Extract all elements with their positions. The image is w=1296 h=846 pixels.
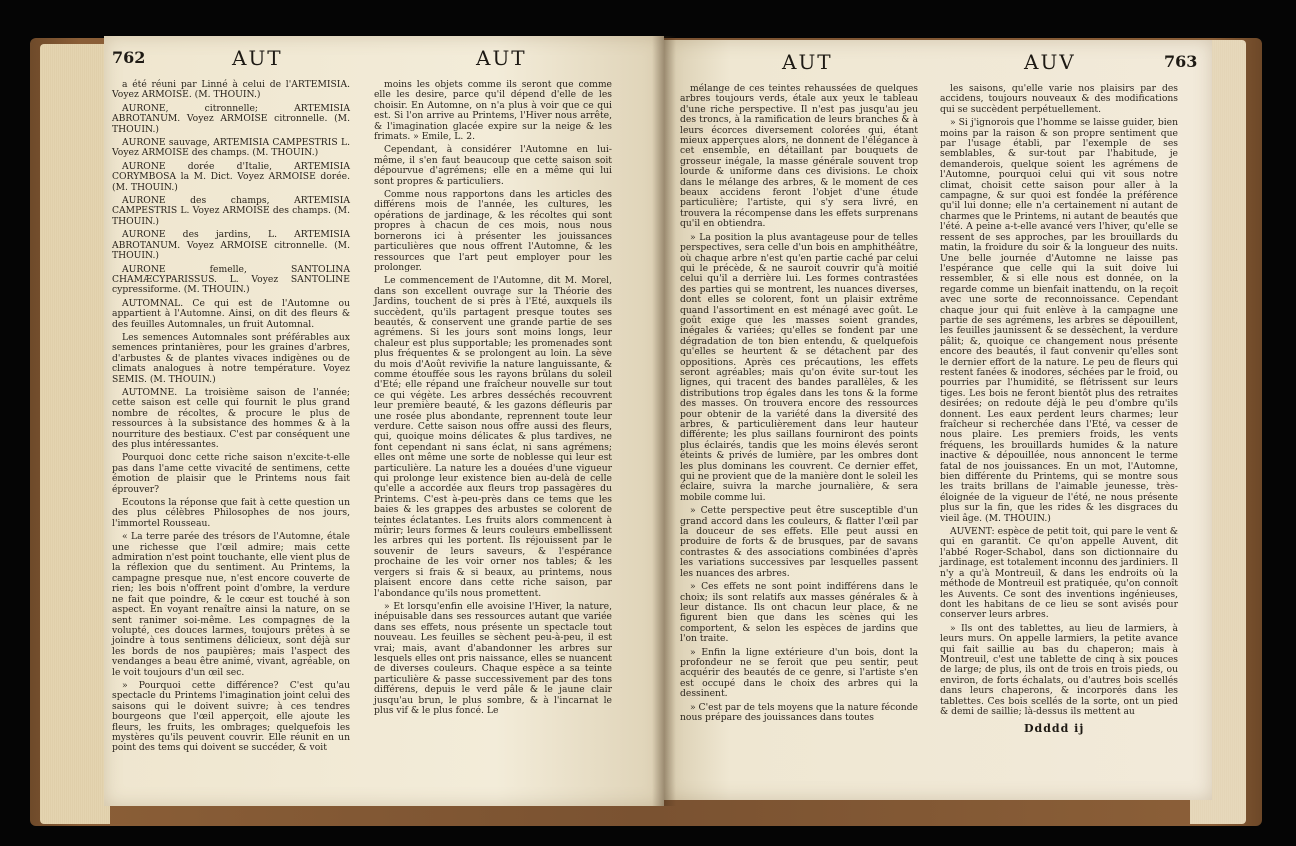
page-edges-left [40, 44, 110, 824]
paragraph: mélange de ces teintes rehaussées de quelques arbres toujours verds, étale aux yeux le tableau d'une riche perspective. Il n'est pas jusqu'au jeu des troncs, à la ramification de leurs branches & à leurs écorces diversement colorées qui, étant mieux apperçues alors, ne donnent de l'élégance à cet ensemble, en détaillant par bouquets de grosseur inégale, la masse générale souvent trop lourde & uniforme dans ces divisions. Le choix dans le mélange des arbres, & le moment de ces beaux accidens feront l'objet d'une étude particulière; l'artiste, qui s'y sera livré, en trouvera la récompense dans les effets surprenans qu'il en obtiendra. [680, 83, 918, 230]
paragraph: Pourquoi donc cette riche saison n'excite-t-elle pas dans l'ame cette vivacité de sentimens, cette émotion de plaisir que le Printems nous fait éprouver? [112, 452, 350, 495]
paragraph: AURONE femelle, SANTOLINA CHAMÆCYPARISSUS. L. Voyez SANTOLINE cypressiforme. (M. THOUIN.) [112, 263, 350, 296]
right-page [664, 40, 1212, 800]
paragraph: a été réuni par Linné à celui de l'ARTEMISIA. Voyez ARMOISE. (M. THOUIN.) [112, 79, 350, 101]
paragraph: » Ils ont des tablettes, au lieu de larmiers, à leurs murs. On appelle larmiers, la petite avance qui fait saillie au bas du chaperon; mais à Montreuil, c'est une tablette de cinq à six pouces de large; de plus, ils ont de trois en trois pieds, ou environ, de forts échalats, ou d'autres bois scellés dans leurs chaperons, & incorporés dans les tablettes. Ces bois scellés de la sorte, ont un pied & demi de saillie; là-dessus ils mettent au [940, 622, 1178, 717]
paragraph: AURONE des champs, ARTEMISIA CAMPESTRIS L. Voyez ARMOISE des champs. (M. THOUIN.) [112, 195, 350, 227]
left-header-left: AUT [232, 46, 283, 70]
paragraph: » Cette perspective peut être susceptible d'un grand accord dans les couleurs, & flatter l'œil par la douceur de ses effets. Elle peut aussi en produire de forts & de brusques, par de savans contrastes & des associations combinées d'après les variations successives par lesquelles passent les nuances des arbres. [680, 505, 918, 579]
paragraph: Cependant, à considérer l'Automne en lui-même, il s'en faut beaucoup que cette saison soit dépourvue d'agrémens; elle en a même qui lui sont propres & particuliers. [374, 144, 612, 187]
right-header-right: AUV [1024, 50, 1076, 74]
paragraph: moins les objets comme ils seront que comme elle les desire, parce qu'il dépend d'elle de les choisir. En Automne, on n'a plus à voir que ce qui est. Si l'on arrive au Printems, l'Hiver nous arrête, & l'imagination glacée expire sur la neige & les frimats. » Emile, L. 2. [374, 79, 612, 143]
paragraph: » C'est par de tels moyens que la nature féconde nous prépare des jouissances dans toutes [680, 701, 918, 723]
right-page-number: 763 [1164, 52, 1198, 71]
paragraph: « La terre parée des trésors de l'Automne, étale une richesse que l'œil admire; mais cette admiration n'est point touchante, elle vient plus de la réflexion que du sentiment. Au Printems, la campagne presque nue, n'est encore couverte de rien; les bois n'offrent point d'ombre, la verdure ne fait que poindre, & le cœur est touché à son aspect. En voyant renaître ainsi la nature, on se sent ranimer soi-même. Les compagnes de la volupté, ces douces larmes, toujours prêtes à se joindre à tous sentimens délicieux, sont déjà sur les bords de nos paupières; mais l'aspect des vendanges a beau être animé, vivant, agréable, on le voit toujours d'un œil sec. [112, 531, 350, 678]
paragraph: AURONE des jardins, L. ARTEMISIA ABROTANUM. Voyez ARMOISE citronnelle. (M. THOUIN.) [112, 229, 350, 262]
paragraph: Les semences Automnales sont préférables aux semences printanières, pour les graines d'arbres, d'arbustes & de plantes vivaces indigènes ou de climats analogues à notre température. Voyez SEMIS. (M. THOUIN.) [112, 331, 350, 385]
right-column-1 [680, 84, 918, 726]
left-page-number: 762 [112, 48, 146, 67]
gutter-shadow [652, 36, 676, 806]
paragraph: » Enfin la ligne extérieure d'un bois, dont la profondeur ne se feroit que peu sentir, peut acquérir des beautés de ce genre, si l'artiste s'en est occupé dans le choix des arbres qui la dessinent. [680, 646, 918, 700]
paragraph: AUTOMNE. La troisième saison de l'année; cette saison est celle qui fournit le plus grand nombre de récoltes, & procure le plus de ressources à la subsistance des hommes & à la nourriture des bestiaux. C'est par conséquent une des plus intéressantes. [112, 386, 350, 450]
paragraph: » La position la plus avantageuse pour de telles perspectives, sera celle d'un bois en amphithéâtre, où chaque arbre n'est qu'en partie caché par celui qui le précède, & ne sauroit couvrir qu'à moitié celui qu'il a derrière lui. Les formes contrastées des parties qui se montrent, les nuances diverses, dont elles se colorent, font un plaisir extrême quand l'assortiment en est ménagé avec goût. Le goût exige que les masses soient grandes, inégales & variées; qu'elles se fondent par une dégradation de ton bien entendu, & quelquefois qu'elles se heurtent & se détachent par des oppositions. Après ces précautions, les effets seront agréables; mais qu'on évite sur-tout les lignes, qui tracent des bandes parallèles, & les distributions trop égales dans les tons & la forme des masses. On trouvera encore des ressources pour obtenir de la variété dans la diversité des arbres, & particulièrement dans leur hauteur différente; les plus saillans fourniront des points plus éclairés, tandis que les moins élevés seront éteints & privés de lumière, par les ombres dont les plus dominans les couvrent. Ce dernier effet, qui ne provient que de la manière dont le soleil les éclaire, suivra la marche journalière, & sera mobile comme lui. [680, 231, 918, 503]
paragraph: » Si j'ignorois que l'homme se laisse guider, bien moins par la raison & son propre sentiment que par l'usage établi, par l'exemple de ses semblables, & sur-tout par l'habitude, je demanderois, quelque soient les agrémens de l'Automne, pourquoi celui qui vit sous notre climat, choisit cette saison pour aller à la campagne, & sur quoi est fondée la préférence qu'il lui donne; elle n'a certainement ni autant de charmes que le Printems, ni autant de beautés que l'été. A peine a-t-elle avancé vers l'hiver, qu'elle se ressent de ses approches, par les brouillards du matin, la froidure du soir & la longueur des nuits. Une belle journée d'Automne ne laisse pas l'espérance que celle qui la suit doive lui ressembler, & si elle nous est donnée, on la regarde comme un bienfait inattendu, on la reçoit avec une sorte de reconnoissance. Cependant chaque jour qui fuit enlève à la campagne une partie de ses agrémens, les arbres se dépouillent, les feuilles jaunissent & se dessèchent, la verdure pâlit; &, quoique ce changement nous présente encore des beautés, il faut convenir qu'elles sont le dernier effort de la nature. Le peu de fleurs qui restent fanées & inodores, séchées par le froid, ou pourries par l'humidité, se flétrissent sur leurs tiges. Les bois ne feront bientôt plus des retraites desirées; on redoute déjà le peu d'ombre qu'ils donnent. Les eaux perdent leurs charmes; leur fraîcheur si recherchée dans l'Eté, va cesser de nous plaire. Les premiers froids, les vents fréquens, les brouillards humides & la nature inactive & dépouillée, nous annoncent le terme fatal de nos jouissances. En un mot, l'Automne, bien différente du Printems, qui se montre sous les traits brillans de l'aimable jeunesse, très-éloignée de la vigueur de l'été, ne nous présente plus sur la fin, que les rides & les disgraces du vieil âge. (M. THOUIN.) [940, 117, 1178, 524]
paragraph: Le commencement de l'Automne, dit M. Morel, dans son excellent ouvrage sur la Théorie des Jardins, touchent de si près à l'Eté, auxquels ils succèdent, qu'ils partagent presque toutes ses beautés, & conservent une grande partie de ses agrémens. Si les jours sont moins longs, leur chaleur est plus supportable; les promenades sont plus fréquentes & se prolongent au loin. La sève du mois d'Août revivifie la nature languissante, & comme étouffée sous les rayons brûlans du soleil d'Eté; elle répand une fraîcheur nouvelle sur tout ce qui végète. Les arbres desséchés recouvrent leur première beauté, & les gazons défleuris par une rosée plus abondante, reprennent toute leur verdure. Cette saison nous offre aussi des fleurs, qui, quoique moins délicates & plus tardives, ne font cependant ni sans éclat, ni sans agrémens; elles ont même une sorte de noblesse qui leur est particulière. La nature les a douées d'une vigueur qui prolonge leur existence bien au-delà de celle qu'elle a accordée aux fleurs trop passagères du Printems. C'est à-peu-près dans ce tems que les baies & les grappes des arbustes se colorent de teintes éclatantes. Les fruits alors commencent à mûrir; leurs formes & leurs couleurs embellissent les arbres qui les portent. Ils réjouissent par le souvenir de leurs saveurs, & l'espérance prochaine de les voir orner nos tables; & les vergers si frais & si beaux, au printems, nous plaisent encore dans cette riche saison, par l'abondance qu'ils nous promettent. [374, 275, 612, 599]
left-column-1 [112, 80, 350, 757]
paragraph: AURONE, citronnelle; ARTEMISIA ABROTANUM. Voyez ARMOISE citronnelle. (M. THOUIN.) [112, 102, 350, 135]
paragraph: Comme nous rapportons dans les articles des différens mois de l'année, les cultures, les opérations de jardinage, & les récoltes qui sont propres à chacun de ces mois, nous nous bornerons ici à présenter les jouissances particulières que nous offrent l'Automne, & les ressources que l'art peut employer pour les prolonger. [374, 189, 612, 273]
paragraph: » Pourquoi cette différence? C'est qu'au spectacle du Printems l'imagination joint celui des saisons qui le doivent suivre; à ces tendres bourgeons que l'œil apperçoit, elle ajoute les fleurs, les fruits, les ombrages; quelquefois les mystères qu'ils peuvent couvrir. Elle réunit en un point des tems qui doivent se succéder, & voit [112, 679, 350, 754]
right-column-2 [940, 84, 1178, 720]
paragraph: AURONE dorée d'Italie, ARTEMISIA CORYMBOSA la M. Dict. Voyez ARMOISE dorée. (M. THOUIN.) [112, 160, 350, 193]
paragraph: les saisons, qu'elle varie nos plaisirs par des accidens, toujours nouveaux & des modifications qui se succèdent perpétuellement. [940, 83, 1178, 115]
paragraph: Ecoutons la réponse que fait à cette question un des plus célèbres Philosophes de nos jours, l'immortel Rousseau. [112, 497, 350, 529]
paragraph: AUVENT: espèce de petit toit, qui pare le vent & qui en garantit. Ce qu'on appelle Auvent, dit l'abbé Roger-Schabol, dans son dictionnaire du jardinage, est totalement inconnu des jardiniers. Il n'y a qu'à Montreuil, & dans les endroits où la méthode de Montreuil est pratiquée, qu'on connoît les Auvents. Ce sont des inventions ingénieuses, dont les habitans de ce lieu se sont avisés pour conserver leurs arbres. [940, 526, 1178, 621]
left-page [104, 36, 664, 806]
paragraph: » Ces effets ne sont point indifférens dans le choix; ils sont relatifs aux masses générales & à leur distance. Ils ont chacun leur place, & ne figurent bien que dans les scènes qui les comportent, & selon les espèces de jardins que l'on traite. [680, 581, 918, 645]
signature-mark: Ddddd ij [1024, 722, 1085, 735]
paragraph: AURONE sauvage, ARTEMISIA CAMPESTRIS L. Voyez ARMOISE des champs. (M. THOUIN.) [112, 137, 350, 159]
paragraph: AUTOMNAL. Ce qui est de l'Automne ou appartient à l'Automne. Ainsi, on dit des fleurs & des feuilles Automnales, un fruit Automnal. [112, 297, 350, 330]
left-column-2 [374, 80, 612, 719]
left-header-right: AUT [476, 46, 527, 70]
right-header-left: AUT [782, 50, 833, 74]
paragraph: » Et lorsqu'enfin elle avoisine l'Hiver, la nature, inépuisable dans ses ressources autant que variée dans ses effets, nous présente un spectacle tout nouveau. Les feuilles se sèchent peu-à-peu, il est vrai; mais, avant d'abandonner les arbres sur lesquels elles ont pris naissance, elles se nuancent de diverses couleurs. Chaque espèce a sa teinte particulière & passe successivement par des tons différens, depuis le verd pâle & le jaune clair jusqu'au brun, le plus sombre, & à l'incarnat le plus vif & le plus foncé. Le [374, 600, 612, 716]
